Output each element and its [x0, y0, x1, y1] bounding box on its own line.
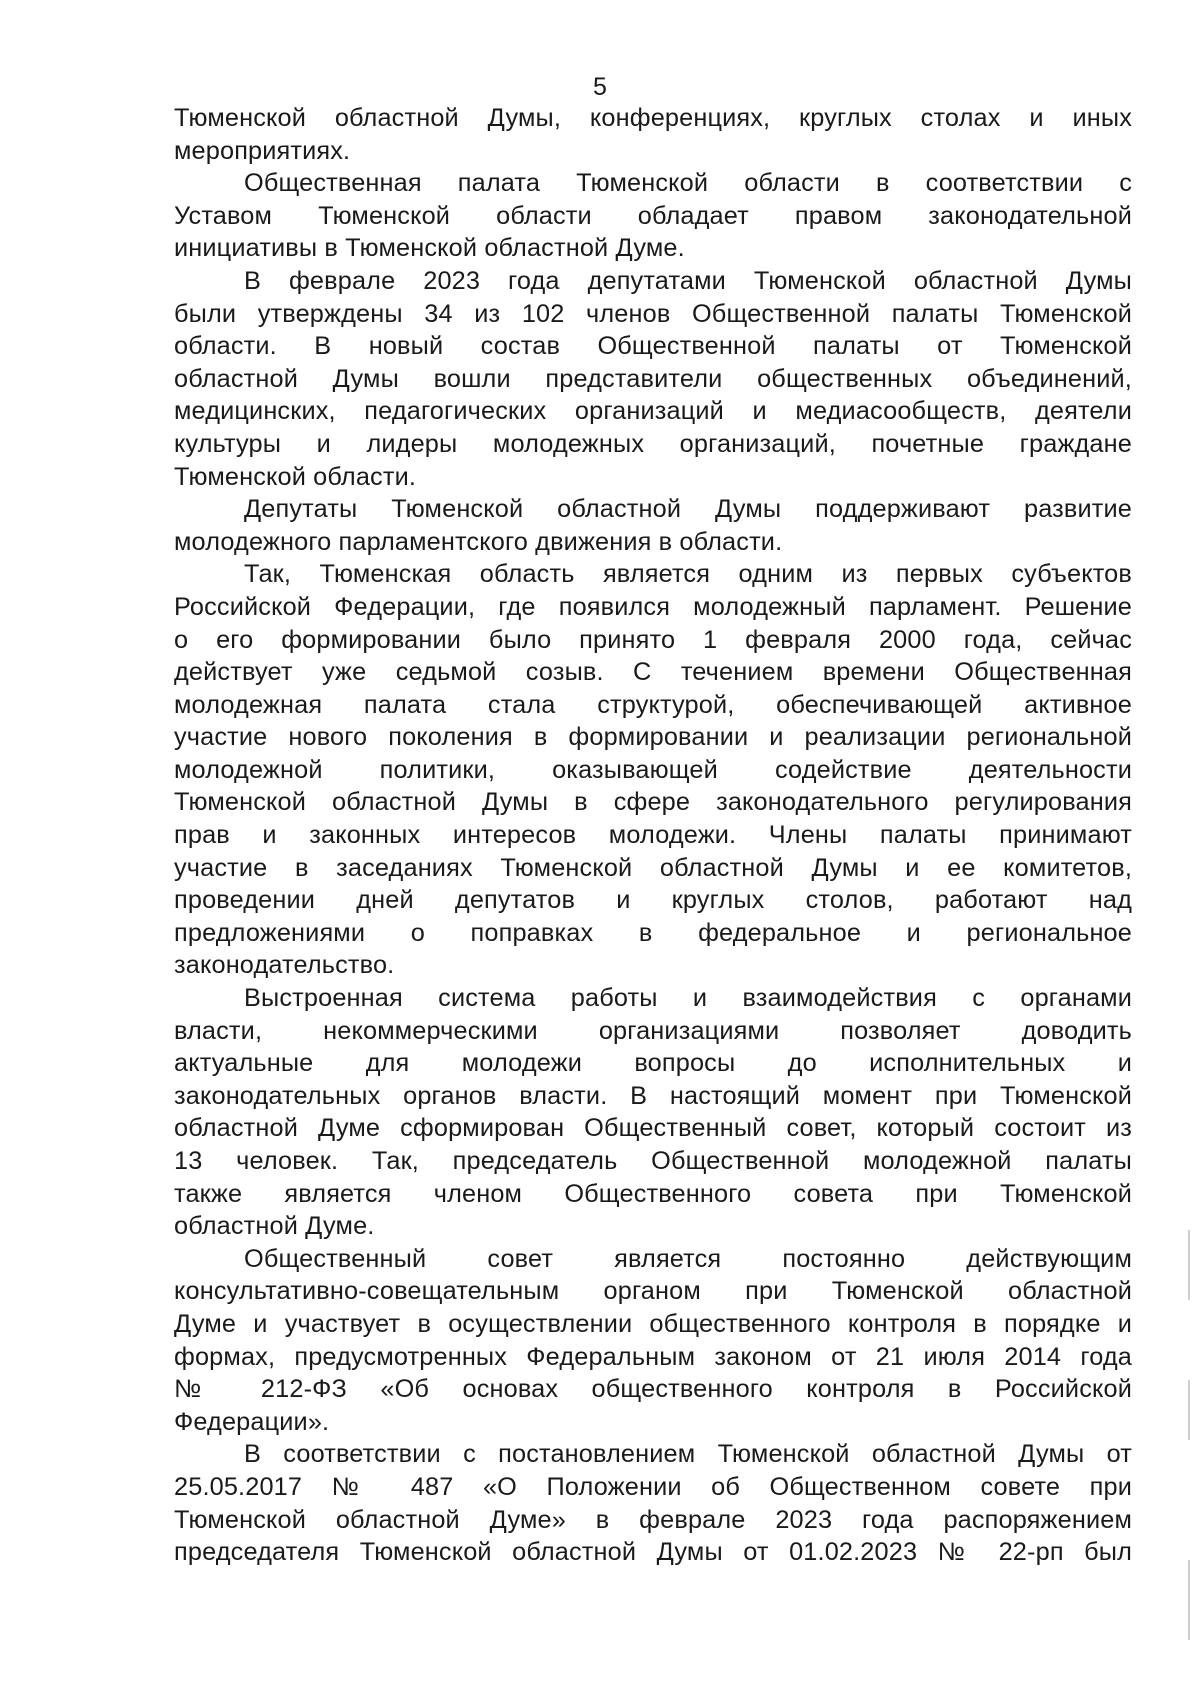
text-line: Общественный совет является постоянно действующим — [244, 1244, 1132, 1273]
paragraph — [174, 558, 1132, 982]
text-line: 25.05.2017 № 487 «О Положении об Общественном совете при — [174, 1472, 1132, 1501]
text-line: законодательных органов власти. В настоящий момент при Тюменской — [174, 1081, 1132, 1110]
text-line: формах, предусмотренных Федеральным законом от 21 июля 2014 года — [174, 1342, 1132, 1371]
text-line: культуры и лидеры молодежных организаций, почетные граждане — [174, 429, 1132, 458]
text-line: Тюменской областной Думе» в феврале 2023 года распоряжением — [174, 1505, 1132, 1534]
text-line: области. В новый состав Общественной палаты от Тюменской — [174, 332, 1132, 361]
text-line: Тюменской области. — [174, 462, 417, 491]
text-line: действует уже седьмой созыв. С течением времени Общественная — [174, 658, 1132, 687]
text-line: областной Думы вошли представители общественных объединений, — [174, 364, 1132, 393]
text-line: мероприятиях. — [174, 136, 351, 165]
paragraph — [174, 1438, 1132, 1568]
text-line: власти, некоммерческими организациями позволяет доводить — [174, 1016, 1132, 1045]
paragraph — [174, 265, 1132, 493]
text-line: председателя Тюменской областной Думы от 01.02.2023 № 22-рп был — [174, 1538, 1132, 1567]
text-line: молодежная палата стала структурой, обеспечивающей активное — [174, 690, 1132, 719]
text-line: консультативно-совещательным органом при Тюменской областной — [174, 1277, 1132, 1306]
paragraph — [174, 102, 1132, 167]
text-line: Уставом Тюменской области обладает правом законодательной — [174, 201, 1132, 230]
paragraph — [174, 493, 1132, 558]
paragraph — [174, 982, 1132, 1243]
text-line: Федерации». — [174, 1407, 330, 1436]
text-line: были утверждены 34 из 102 членов Общественной палаты Тюменской — [174, 299, 1132, 328]
text-line: проведении дней депутатов и круглых столов, работают над — [174, 886, 1132, 915]
text-line: В феврале 2023 года депутатами Тюменской областной Думы — [244, 266, 1132, 295]
page-number: 5 — [593, 73, 607, 101]
text-line: молодежной политики, оказывающей содействие деятельности — [174, 755, 1132, 784]
text-line: инициативы в Тюменской областной Думе. — [174, 234, 685, 263]
text-line: актуальные для молодежи вопросы до исполнительных и — [174, 1049, 1132, 1078]
scan-edge-mark — [1188, 1230, 1190, 1300]
text-line: участие в заседаниях Тюменской областной Думы и ее комитетов, — [174, 853, 1132, 882]
paragraph — [174, 167, 1132, 265]
text-line: также является членом Общественного совета при Тюменской — [174, 1179, 1132, 1208]
text-line: Думе и участвует в осуществлении общественного контроля в порядке и — [174, 1309, 1132, 1338]
text-line: 13 человек. Так, председатель Общественной молодежной палаты — [174, 1147, 1132, 1175]
text-line: молодежного парламентского движения в области. — [174, 527, 783, 556]
text-line: областной Думе. — [174, 1212, 375, 1241]
text-line: Общественная палата Тюменской области в соответствии с — [244, 169, 1132, 198]
text-line: прав и законных интересов молодежи. Члены палаты принимают — [174, 821, 1132, 850]
text-line: участие нового поколения в формировании и реализации региональной — [174, 723, 1132, 752]
text-line: Российской Федерации, где появился молодежный парламент. Решение — [174, 592, 1132, 621]
text-line: Депутаты Тюменской областной Думы поддерживают развитие — [244, 495, 1132, 524]
document-body — [174, 102, 1132, 1569]
text-line: предложениями о поправках в федеральное и региональное — [174, 918, 1132, 947]
paragraph — [174, 1243, 1132, 1439]
text-line: Тюменской областной Думы в сфере законодательного регулирования — [174, 788, 1132, 817]
scan-edge-mark — [1188, 1560, 1190, 1640]
text-line: В соответствии с постановлением Тюменской областной Думы от — [244, 1440, 1132, 1469]
text-line: Так, Тюменская область является одним из первых субъектов — [244, 560, 1132, 589]
text-line: о его формировании было принято 1 февраля 2000 года, сейчас — [174, 625, 1132, 654]
text-line: медицинских, педагогических организаций и медиасообществ, деятели — [174, 397, 1132, 426]
text-line: Тюменской областной Думы, конференциях, круглых столах и иных — [174, 104, 1132, 132]
text-line: № 212-ФЗ «Об основах общественного контроля в Российской — [174, 1375, 1132, 1404]
text-line: областной Думе сформирован Общественный совет, который состоит из — [174, 1114, 1132, 1143]
text-line: Выстроенная система работы и взаимодействия с органами — [244, 984, 1132, 1013]
text-line: законодательство. — [174, 951, 395, 980]
scan-edge-mark — [1188, 1380, 1190, 1440]
